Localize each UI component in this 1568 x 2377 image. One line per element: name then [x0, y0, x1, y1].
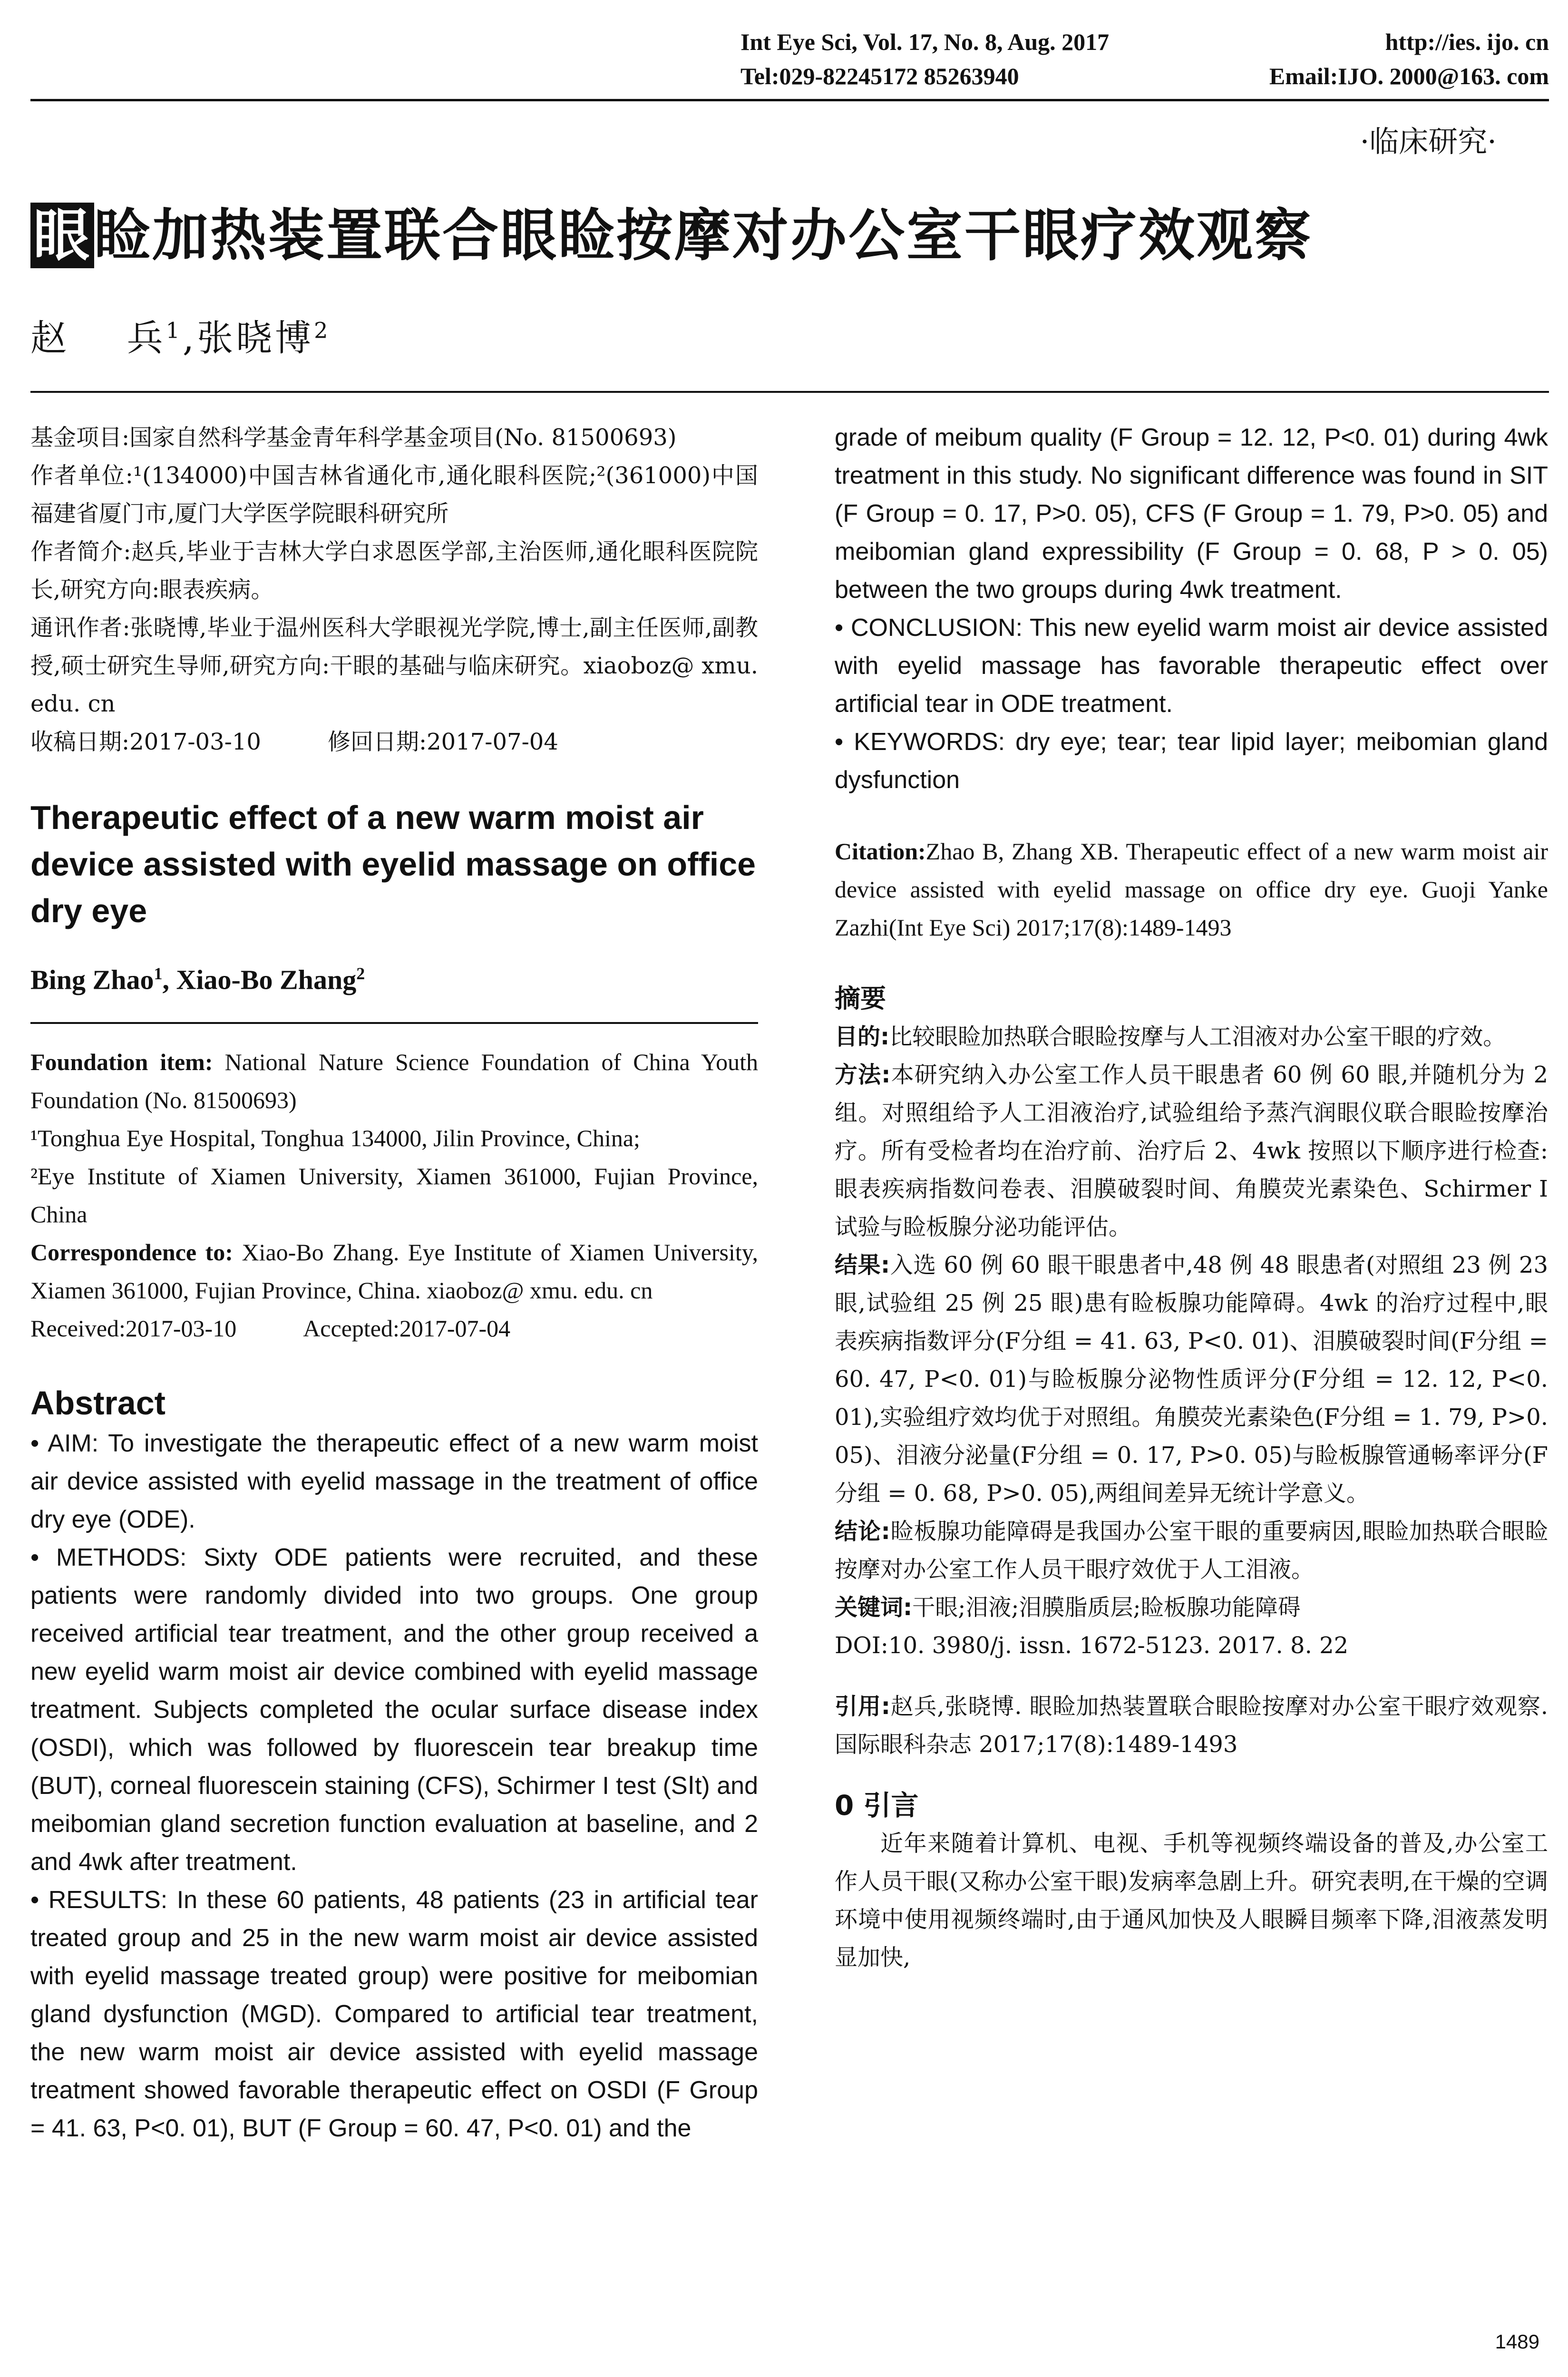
- results-cn: [835, 1246, 1548, 1512]
- conclusion-cn-text: 睑板腺功能障碍是我国办公室干眼的重要病因,眼睑加热联合眼睑按摩对办公室工作人员干眼疗效优于人工泪液。: [835, 1518, 1548, 1583]
- bio-cn: 作者简介:赵兵,毕业于吉林大学白求恩医学部,主治医师,通化眼科医院院长,研究方向:眼表疾病。: [30, 538, 758, 603]
- author-en-1-sup: 1: [154, 964, 163, 983]
- intro-text: 近年来随着计算机、电视、手机等视频终端设备的普及,办公室工作人员干眼(又称办公室干眼)发病率急剧上升。研究表明,在干燥的空调环境中使用视频终端时,由于通风加快及人眼瞬目频率下降,泪液蒸发明显加快,: [835, 1830, 1548, 1971]
- author-en-2-sup: 2: [356, 964, 365, 983]
- abstract-results-cont: grade of meibum quality (F Group = 12. 12, P<0. 01) during 4wk treatment in this study. No significant difference was found in SIT (F Group = 0. 17, P>0. 05), CFS (F Group = 1. 79, P>0. 05) and meibomian gland expressibility (F Group = 0. 68, P > 0. 05) between the two groups during 4wk treatment.: [835, 424, 1548, 604]
- abstract-aim: • AIM: To investigate the therapeutic effect of a new warm moist air device assisted with eyelid massage in the treatment of office dry eye (ODE).: [30, 1430, 758, 1534]
- dates-en: [30, 1309, 758, 1347]
- author-sep: ,: [182, 317, 197, 359]
- author-en-2: Xiao-Bo Zhang: [176, 964, 357, 995]
- right-column: [835, 419, 1548, 1977]
- author-cn-2: 张晓博: [197, 317, 314, 359]
- abstract-results: • RESULTS: In these 60 patients, 48 patients (23 in artificial tear treated group and 25 in the new warm moist air device assisted with eyelid massage treated group) were positive for meibomian gland dysfunction (MGD). Compared to artificial tear treatment, the new warm moist air device assisted with eyelid massage treatment showed favorable therapeutic effect on OSDI (F Group = 41. 63, P<0. 01), BUT (F Group = 60. 47, P<0. 01) and the: [30, 1886, 758, 2143]
- aim-cn-label: 目的:: [835, 1023, 890, 1050]
- journal-email[interactable]: Email:IJO. 2000@163. com: [1269, 63, 1549, 89]
- journal-citation: Int Eye Sci, Vol. 17, No. 8, Aug. 2017: [740, 29, 1110, 55]
- author-en-1: Bing Zhao: [30, 964, 154, 995]
- affiliation-en-1: ¹Tonghua Eye Hospital, Tonghua 134000, Jilin Province, China;: [30, 1125, 640, 1152]
- citation-cn-text: 赵兵,张晓博. 眼睑加热装置联合眼睑按摩对办公室干眼疗效观察. 国际眼科杂志 2017;17(8):1489-1493: [835, 1693, 1548, 1758]
- correspondence-en-text: Xiao-Bo Zhang. Eye Institute of Xiamen University, Xiamen 361000, Fujian Province, China. xiaoboz@ xmu. edu. cn: [30, 1239, 758, 1304]
- intro-heading: 0 引言: [835, 1789, 919, 1822]
- aim-cn-text: 比较眼睑加热联合眼睑按摩与人工泪液对办公室干眼的疗效。: [889, 1023, 1506, 1050]
- title-first-char: 眼: [30, 203, 94, 268]
- accepted-en: Accepted:2017-07-04: [303, 1315, 511, 1342]
- dates-cn: [30, 723, 758, 761]
- author-cn-2-sup: 2: [314, 317, 331, 343]
- english-title: Therapeutic effect of a new warm moist air device assisted with eyelid massage on office dry eye: [30, 799, 756, 929]
- results-cn-text: 入选 60 例 60 眼干眼患者中,48 例 48 眼患者(对照组 23 例 23 眼,试验组 25 例 25 眼)患有睑板腺功能障碍。4wk 的治疗过程中,眼表疾病指数评分(F分组 = 41. 63, P<0. 01)、泪膜破裂时间(F分组 = 60. 47, P<0. 01)与睑板腺分泌物性质评分(F分组 = 12. 12, P<0. 01),实验组疗效均优于对照组。角膜荧光素染色(F分组 = 1. 79, P>0. 05)、泪液分泌量(F分组 = 0. 17, P>0. 05)与睑板腺管通畅率评分(F分组 = 0. 68, P>0. 05),两组间差异无统计学意义。: [835, 1252, 1548, 1507]
- page-title-cn: [30, 200, 1543, 271]
- conclusion-cn: [835, 1512, 1548, 1588]
- methods-cn: [835, 1056, 1548, 1246]
- page-number: 1489: [1495, 2330, 1539, 2353]
- correspondence-en-label: Correspondence to:: [30, 1239, 233, 1266]
- citation-en-label: Citation:: [835, 838, 926, 865]
- affiliation-en-2: ²Eye Institute of Xiamen University, Xiamen 361000, Fujian Province, China: [30, 1163, 758, 1228]
- keywords-cn-text: 干眼;泪液;泪膜脂质层;睑板腺功能障碍: [912, 1594, 1301, 1621]
- citation-en: [835, 832, 1548, 946]
- methods-cn-label: 方法:: [835, 1062, 891, 1088]
- en-divider: [30, 1022, 758, 1024]
- abstract-cn-heading: 摘要: [835, 984, 886, 1013]
- foundation-en-text: National Nature Science Foundation of China Youth Foundation (No. 81500693): [30, 1049, 758, 1114]
- authors-divider: [30, 391, 1549, 393]
- foundation-en-label: Foundation item:: [30, 1049, 213, 1076]
- results-cn-label: 结果:: [835, 1252, 890, 1278]
- foundation-cn: 基金项目:国家自然科学基金青年科学基金项目(No. 81500693): [30, 424, 677, 451]
- aim-cn: [835, 1018, 1548, 1056]
- keywords-cn-label: 关键词:: [835, 1594, 913, 1621]
- journal-url[interactable]: http://ies. ijo. cn: [1385, 29, 1549, 55]
- running-header: [740, 25, 1549, 93]
- citation-en-text: Zhao B, Zhang XB. Therapeutic effect of a new warm moist air device assisted with eyelid massage on office dry eye. Guoji Yanke Zazhi(Int Eye Sci) 2017;17(8):1489-1493: [835, 838, 1548, 941]
- foundation-en: [30, 1043, 758, 1119]
- correspondence-en: [30, 1233, 758, 1309]
- doi[interactable]: DOI:10. 3980/j. issn. 1672-5123. 2017. 8. 22: [835, 1632, 1349, 1659]
- correspondence-cn: 通讯作者:张晓博,毕业于温州医科大学眼视光学院,博士,副主任医师,副教授,硕士研究生导师,研究方向:干眼的基础与临床研究。xiaoboz@ xmu. edu. cn: [30, 614, 758, 717]
- abstract-keywords: • KEYWORDS: dry eye; tear; tear lipid layer; meibomian gland dysfunction: [835, 728, 1548, 794]
- received-en: Received:2017-03-10: [30, 1315, 237, 1342]
- header-divider: [30, 99, 1549, 101]
- author-cn-1: 赵 兵: [30, 317, 166, 359]
- conclusion-cn-label: 结论:: [835, 1518, 890, 1545]
- citation-cn-label: 引用:: [835, 1693, 890, 1720]
- authors-cn: [30, 309, 331, 361]
- section-tag: ·临床研究·: [1360, 124, 1497, 159]
- authors-en: [30, 964, 758, 995]
- author-cn-1-sup: 1: [166, 317, 183, 343]
- author-en-sep: ,: [162, 964, 176, 995]
- abstract-heading: Abstract: [30, 1384, 166, 1422]
- revised-cn: 修回日期:2017-07-04: [327, 729, 558, 755]
- title-rest: 睑加热装置联合眼睑按摩对办公室干眼疗效观察: [94, 203, 1313, 268]
- abstract-conclusion: • CONCLUSION: This new eyelid warm moist air device assisted with eyelid massage has favorable therapeutic effect over artificial tear in ODE treatment.: [835, 614, 1548, 718]
- affiliation-cn: 作者单位:¹(134000)中国吉林省通化市,通化眼科医院;²(361000)中国福建省厦门市,厦门大学医学院眼科研究所: [30, 462, 758, 527]
- abstract-methods: • METHODS: Sixty ODE patients were recruited, and these patients were randomly divided into two groups. One group received artificial tear treatment, and the other group received a new eyelid warm moist air device combined with eyelid massage treatment. Subjects completed the ocular surface disease index (OSDI), which was followed by fluorescein tear breakup time (BUT), corneal fluorescein staining (CFS), Schirmer I test (SⅠt) and meibomian gland secretion function evaluation at baseline, and 2 and 4wk after treatment.: [30, 1544, 758, 1876]
- journal-tel: Tel:029-82245172 85263940: [740, 63, 1019, 89]
- left-column: [30, 419, 758, 2147]
- keywords-cn: [835, 1588, 1548, 1627]
- methods-cn-text: 本研究纳入办公室工作人员干眼患者 60 例 60 眼,并随机分为 2 组。对照组给予人工泪液治疗,试验组给予蒸汽润眼仪联合眼睑按摩治疗。所有受检者均在治疗前、治疗后 2、4wk 按照以下顺序进行检查:眼表疾病指数问卷表、泪膜破裂时间、角膜荧光素染色、Schirmer I 试验与睑板腺分泌功能评估。: [835, 1062, 1548, 1240]
- received-cn: 收稿日期:2017-03-10: [30, 729, 261, 755]
- citation-cn: [835, 1687, 1548, 1763]
